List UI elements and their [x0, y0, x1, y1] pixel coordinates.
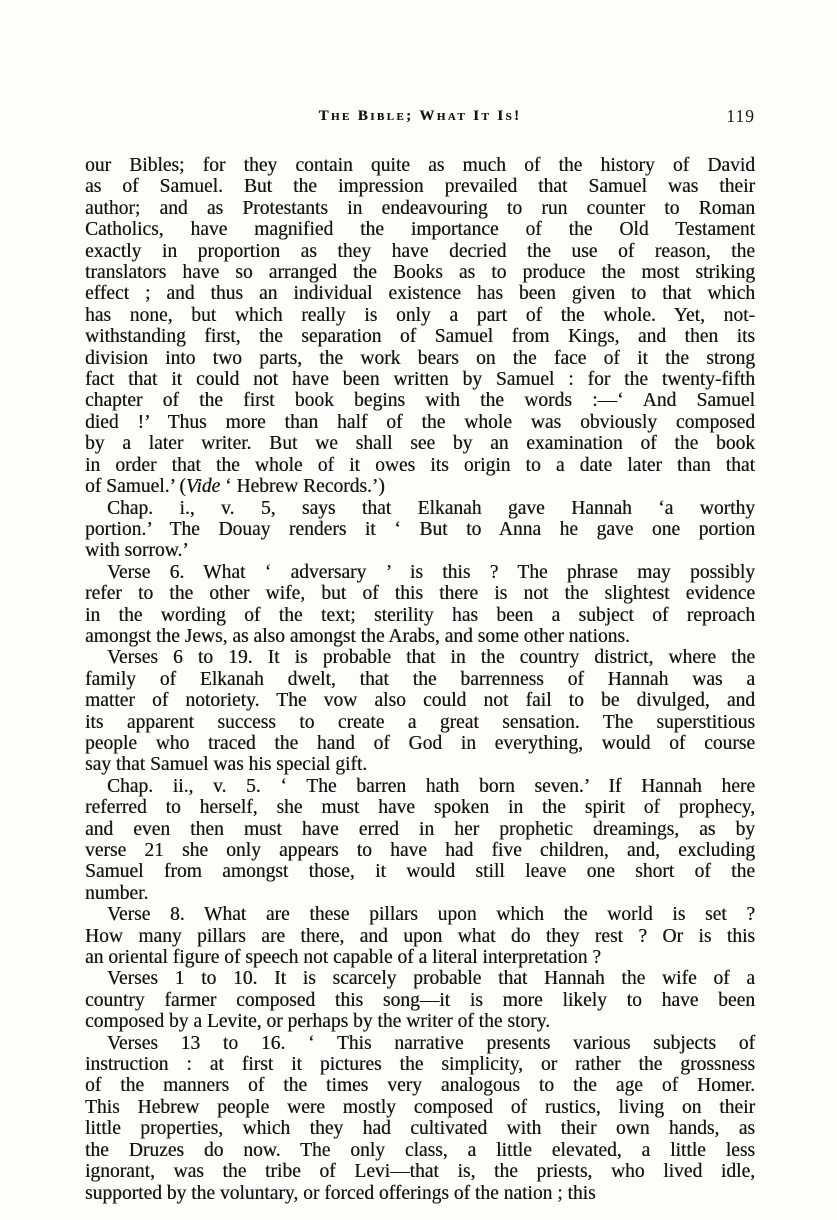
- text-line: chapter of the first book begins with the words :—‘ And Samuel: [85, 390, 755, 412]
- text-line: portion.’ The Douay renders it ‘ But to Anna he gave one portion: [85, 518, 755, 540]
- text-line: ignorant, was the tribe of Levi—that is, the priests, who lived idle,: [85, 1161, 755, 1183]
- text-line: an oriental figure of speech not capable of a literal interpretation ?: [85, 947, 601, 969]
- text-line: translators have so arranged the Books as to produce the most striking: [85, 262, 755, 284]
- text-line: fact that it could not have been written by Samuel : for the twenty-fifth: [85, 369, 755, 391]
- text-line: exactly in proportion as they have decried the use of reason, the: [85, 240, 755, 262]
- text-line: effect ; and thus an individual existence has been given to that which: [85, 283, 755, 305]
- page-body: [85, 155, 755, 1204]
- text-line: division into two parts, the work bears on the face of it the strong: [85, 347, 755, 369]
- running-title: The Bible; What It Is!: [318, 108, 522, 124]
- italic-text: Vide: [185, 476, 221, 498]
- text-line: died !’ Thus more than half of the whole was obviously composed: [85, 411, 755, 433]
- text-line: and even then must have erred in her prophetic dreamings, as by: [85, 818, 755, 840]
- page-number: 119: [726, 106, 755, 126]
- text-line: refer to the other wife, but of this there is not the slightest evidence: [85, 583, 755, 605]
- text-line: Verses 13 to 16. ‘ This narrative presents various subjects of: [107, 1032, 755, 1054]
- text-line: amongst the Jews, as also amongst the Arabs, and some other nations.: [85, 625, 630, 647]
- paragraph: [85, 647, 755, 775]
- text-line: instruction : at first it pictures the simplicity, or rather the grossness: [85, 1054, 755, 1076]
- text-line: Verses 1 to 10. It is scarcely probable that Hannah the wife of a: [107, 968, 755, 990]
- text-line: Verse 6. What ‘ adversary ’ is this ? The phrase may possibly: [107, 561, 755, 583]
- text-line: country farmer composed this song—it is more likely to have been: [85, 989, 755, 1011]
- text-line: How many pillars are there, and upon what do they rest ? Or is this: [85, 925, 755, 947]
- text-line: in the wording of the text; sterility has been a subject of reproach: [85, 604, 755, 626]
- paragraph: [85, 776, 755, 904]
- text-line: by a later writer. But we shall see by an examination of the book: [85, 433, 755, 455]
- text-line: people who traced the hand of God in everything, would of course: [85, 732, 755, 754]
- text-line: Chap. ii., v. 5. ‘ The barren hath born seven.’ If Hannah here: [107, 775, 755, 797]
- text-line: the Druzes do now. The only class, a little elevated, a little less: [85, 1139, 755, 1161]
- text-line: in order that the whole of it owes its origin to a date later than that: [85, 454, 755, 476]
- text-line: its apparent success to create a great sensation. The superstitious: [85, 711, 755, 733]
- page-header: [85, 108, 755, 132]
- text-line: has none, but which really is only a part of the whole. Yet, not-: [85, 304, 755, 326]
- text-line: composed by a Levite, or perhaps by the writer of the story.: [85, 1011, 550, 1033]
- text-line: verse 21 she only appears to have had five children, and, excluding: [85, 840, 755, 861]
- text-line: with sorrow.’: [85, 540, 189, 562]
- text-line: supported by the voluntary, or forced offerings of the nation ; this: [85, 1182, 596, 1204]
- text-line: family of Elkanah dwelt, that the barrenness of Hannah was a: [85, 668, 755, 690]
- paragraph: [85, 1033, 755, 1204]
- text-line: little properties, which they had cultivated with their own hands, as: [85, 1118, 755, 1140]
- text-line: author; and as Protestants in endeavouring to run counter to Roman: [85, 197, 755, 219]
- text-line: Chap. i., v. 5, says that Elkanah gave Hannah ‘a worthy: [107, 497, 755, 519]
- text-line: This Hebrew people were mostly composed of rustics, living on their: [85, 1096, 755, 1118]
- text-line: Samuel from amongst those, it would still leave one short of the: [85, 861, 755, 883]
- paragraph: [85, 155, 755, 498]
- text-line: Verse 8. What are these pillars upon which the world is set ?: [107, 904, 755, 926]
- text-line: matter of notoriety. The vow also could not fail to be divulged, and: [85, 690, 755, 712]
- text-line: referred to herself, she must have spoken in the spirit of prophecy,: [85, 797, 755, 819]
- text-line: of the manners of the times very analogous to the age of Homer.: [85, 1075, 755, 1097]
- text-line: number.: [85, 882, 149, 904]
- paragraph: [85, 904, 755, 968]
- text-line: Verses 6 to 19. It is probable that in the country district, where the: [107, 647, 755, 669]
- text-line: as of Samuel. But the impression prevailed that Samuel was their: [85, 176, 755, 198]
- paragraph: [85, 968, 755, 1032]
- paragraph: [85, 562, 755, 648]
- paragraph: [85, 498, 755, 562]
- text-line: our Bibles; for they contain quite as much of the history of David: [85, 155, 755, 176]
- text-line: of Samuel.’ (Vide ‘ Hebrew Records.’): [85, 476, 385, 498]
- text-line: Catholics, have magnified the importance of the Old Testament: [85, 219, 755, 241]
- text-line: say that Samuel was his special gift.: [85, 754, 368, 776]
- text-line: withstanding first, the separation of Samuel from Kings, and then its: [85, 326, 755, 348]
